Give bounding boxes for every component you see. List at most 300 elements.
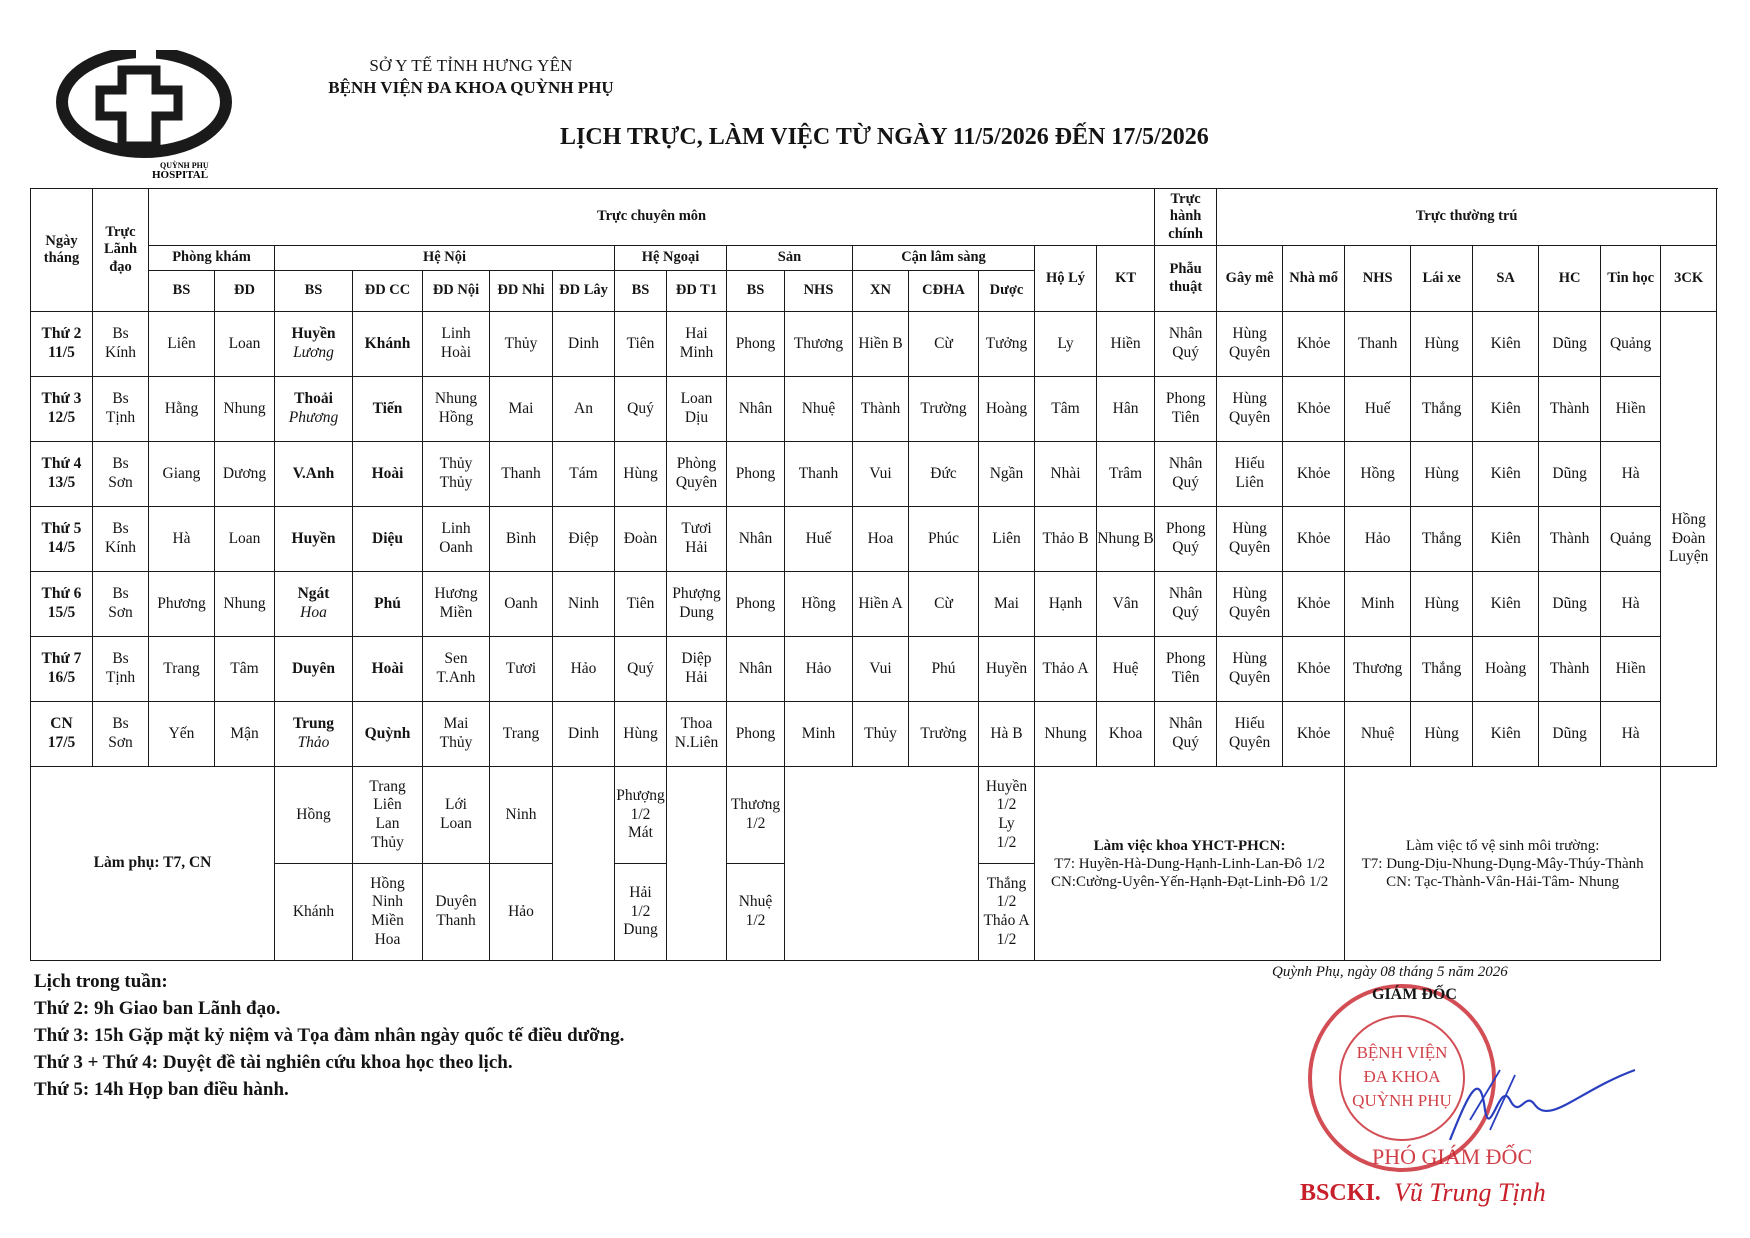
cell-line: Làm việc tổ vệ sinh môi trường: xyxy=(1405,837,1600,854)
duty-cell: Thanh xyxy=(1345,312,1411,377)
ngoai-t1-cell xyxy=(667,507,727,572)
duty-cell: Hồng xyxy=(785,572,853,637)
sub-col: Dược xyxy=(979,271,1035,312)
cell-line: Phong xyxy=(1165,390,1206,408)
cell-line: 1/2 xyxy=(996,893,1017,911)
sign-name-prefix: BSCKI. xyxy=(1300,1180,1381,1206)
duty-cell: Hà B xyxy=(979,702,1035,767)
cell-line: Phượng xyxy=(616,787,665,805)
cell-line: 1/2 xyxy=(996,833,1017,851)
cell-line: 1/2 xyxy=(996,930,1017,948)
cell-line: 1/2 xyxy=(630,805,651,823)
stamp-line-2: ĐA KHOA xyxy=(1363,1067,1441,1086)
clinic-dd-cell: Loan xyxy=(215,507,275,572)
duty-cell: Khỏe xyxy=(1283,637,1345,702)
cell-line: Quyên xyxy=(1228,734,1271,751)
cell-line: Liên xyxy=(1235,474,1264,491)
table-row xyxy=(31,507,1717,572)
cell-line: Tịnh xyxy=(105,409,136,426)
duty-cell: Thương xyxy=(785,312,853,377)
noi-dd-cell xyxy=(423,377,490,442)
duty-cell: Nhuệ xyxy=(1345,702,1411,767)
noi-cc-cell: Quỳnh xyxy=(353,702,423,767)
leader-cell xyxy=(93,572,149,637)
cell-line: 1/2 xyxy=(745,815,766,832)
gay-me-cell xyxy=(1217,572,1283,637)
ngoai-t1-cell xyxy=(667,572,727,637)
noi-cc-cell: Hoài xyxy=(353,442,423,507)
cell-line: 13/5 xyxy=(47,474,76,491)
noi-cc-cell: Hoài xyxy=(353,637,423,702)
duty-cell: Hùng xyxy=(1411,312,1473,377)
cell-line: Linh xyxy=(441,325,471,343)
cell-line: Quý xyxy=(1172,539,1199,556)
day-cell xyxy=(31,637,93,702)
nhi-cell: Thủy xyxy=(490,312,553,377)
cell-line: Quyên xyxy=(1228,539,1271,556)
duty-cell: Hoàng xyxy=(979,377,1035,442)
extra-lay: Ninh xyxy=(490,767,553,864)
leader-cell xyxy=(93,702,149,767)
sub-col: ĐD T1 xyxy=(667,271,727,312)
cell-line: Duyên xyxy=(435,893,477,911)
cell-line: 1/2 xyxy=(630,902,651,920)
vs-note xyxy=(1345,767,1661,961)
duty-cell: Hùng xyxy=(1411,442,1473,507)
cell-line: Thứ 4 xyxy=(41,455,82,473)
lay-cell: An xyxy=(553,377,615,442)
noi-dd-cell xyxy=(423,702,490,767)
cell-line: 17/5 xyxy=(47,734,76,751)
noi-cc-cell: Phú xyxy=(353,572,423,637)
nhi-cell: Mai xyxy=(490,377,553,442)
duty-cell: Hoàng xyxy=(1473,637,1539,702)
nhi-cell: Trang xyxy=(490,702,553,767)
cell-line: Dịu xyxy=(684,409,709,426)
noi-bs-cell xyxy=(275,377,353,442)
duty-cell: Thắng xyxy=(1411,377,1473,442)
weekly-title: Lịch trong tuần: xyxy=(34,971,168,992)
duty-cell: Tưởng xyxy=(979,312,1035,377)
extra-noi xyxy=(353,864,423,961)
cell-line: Bs xyxy=(112,455,129,473)
cell-line: Mát xyxy=(628,824,653,842)
ngoai-bs-cell: Tiên xyxy=(615,312,667,377)
cell-line: Duyên xyxy=(291,659,336,677)
day-cell xyxy=(31,507,93,572)
duty-cell: Thanh xyxy=(785,442,853,507)
duty-cell: Trường xyxy=(909,377,979,442)
clinic-bs-cell: Trang xyxy=(149,637,215,702)
cell-line: Hoa xyxy=(374,930,401,948)
duty-cell: Trâm xyxy=(1097,442,1155,507)
duty-cell: Hà xyxy=(1601,442,1661,507)
duty-cell: Vui xyxy=(853,442,909,507)
cell-line: Oanh xyxy=(439,539,473,556)
duty-schedule-table xyxy=(30,188,1717,961)
cell-line: Thảo xyxy=(297,734,330,751)
table-row xyxy=(31,572,1717,637)
duty-cell: Thắng xyxy=(1411,637,1473,702)
extra-lay: Hảo xyxy=(490,864,553,961)
col-gay-me: Gây mê xyxy=(1217,246,1283,312)
group-he-noi: Hệ Nội xyxy=(275,246,615,271)
nhi-cell: Thanh xyxy=(490,442,553,507)
hospital-logo xyxy=(52,50,252,180)
cell-line: 12/5 xyxy=(47,409,76,426)
col-nhs: NHS xyxy=(1345,246,1411,312)
extra-nhs xyxy=(727,864,785,961)
duty-cell: Hoa xyxy=(853,507,909,572)
cell-line: Hai xyxy=(685,325,708,343)
cell-line: Trang xyxy=(369,777,406,795)
clinic-bs-cell: Hằng xyxy=(149,377,215,442)
ngoai-bs-cell: Quý xyxy=(615,637,667,702)
sign-date: Quỳnh Phụ, ngày 08 tháng 5 năm 2026 xyxy=(1272,964,1508,980)
extra-holy xyxy=(979,864,1035,961)
org-dept: SỞ Y TẾ TỈNH HƯNG YÊN xyxy=(369,56,573,75)
cell-line: Đoàn xyxy=(1671,529,1706,547)
weekly-item: Thứ 2: 9h Giao ban Lãnh đạo. xyxy=(34,998,281,1019)
col-lanh-dao: Trực Lãnh đạo xyxy=(93,189,149,312)
nhi-cell: Oanh xyxy=(490,572,553,637)
duty-cell: Thảo B xyxy=(1035,507,1097,572)
duty-cell: Hồng xyxy=(1345,442,1411,507)
group-phong-kham: Phòng khám xyxy=(149,246,275,271)
cell-line: CN: Tạc-Thành-Vân-Hải-Tâm- Nhung xyxy=(1386,873,1620,890)
ngoai-t1-cell xyxy=(667,312,727,377)
clinic-bs-cell: Hà xyxy=(149,507,215,572)
duty-cell: Nhuệ xyxy=(785,377,853,442)
duty-cell: Hùng xyxy=(1411,702,1473,767)
cell-line: 1/2 xyxy=(996,796,1017,814)
duty-cell: Kiên xyxy=(1473,702,1539,767)
cell-line: Phượng xyxy=(672,585,721,603)
cell-line: Minh xyxy=(679,344,714,361)
cell-line: Quyên xyxy=(1228,344,1271,361)
duty-cell: Huế xyxy=(785,507,853,572)
noi-bs-cell xyxy=(275,507,353,572)
ngoai-t1-cell xyxy=(667,377,727,442)
col-sa: SA xyxy=(1473,246,1539,312)
duty-cell: Quảng xyxy=(1601,312,1661,377)
cell-line: Tươi xyxy=(681,520,712,538)
ck3-cell xyxy=(1661,312,1717,767)
duty-cell: Minh xyxy=(785,702,853,767)
day-cell xyxy=(31,312,93,377)
duty-cell: Khỏe xyxy=(1283,702,1345,767)
phau-thuat-cell xyxy=(1155,312,1217,377)
cell-line: 15/5 xyxy=(47,604,76,621)
cell-line: Hùng xyxy=(1232,520,1267,538)
logo-text-1: QUỲNH PHỤ xyxy=(160,161,209,170)
duty-cell: Hà xyxy=(1601,572,1661,637)
duty-cell: Nhân xyxy=(727,377,785,442)
duty-cell: Thương xyxy=(1345,637,1411,702)
duty-cell: Hảo xyxy=(785,637,853,702)
extra-cc: Khánh xyxy=(275,864,353,961)
sub-col: BS xyxy=(149,271,215,312)
duty-cell: Huệ xyxy=(1097,637,1155,702)
cell-line: 11/5 xyxy=(48,344,75,361)
cell-line: 14/5 xyxy=(47,539,76,556)
cell-line: 1/2 xyxy=(745,912,766,929)
duty-cell: Nhài xyxy=(1035,442,1097,507)
duty-cell: Khỏe xyxy=(1283,507,1345,572)
duty-cell: Hiền A xyxy=(853,572,909,637)
col-hanh-chinh: Trực hành chính xyxy=(1155,189,1217,246)
noi-bs-cell xyxy=(275,702,353,767)
cell-line: Hùng xyxy=(1232,325,1267,343)
ngoai-bs-cell: Đoàn xyxy=(615,507,667,572)
clinic-dd-cell: Mận xyxy=(215,702,275,767)
duty-cell: Ngần xyxy=(979,442,1035,507)
cell-line: Ly xyxy=(998,815,1015,832)
noi-bs-cell xyxy=(275,312,353,377)
col-thuong-tru: Trực thường trú xyxy=(1217,189,1717,246)
duty-cell: Thảo A xyxy=(1035,637,1097,702)
cell-line: Lan xyxy=(375,815,400,832)
lay-cell: Tám xyxy=(553,442,615,507)
day-cell xyxy=(31,442,93,507)
sub-col: ĐD CC xyxy=(353,271,423,312)
col-chuyen-mon: Trực chuyên môn xyxy=(149,189,1155,246)
cell-line: Nhung xyxy=(434,390,478,408)
duty-cell: Ly xyxy=(1035,312,1097,377)
clinic-dd-cell: Nhung xyxy=(215,377,275,442)
cell-line: Hoa xyxy=(300,604,327,621)
sub-col: ĐD xyxy=(215,271,275,312)
duty-cell: Kiên xyxy=(1473,507,1539,572)
leader-cell xyxy=(93,507,149,572)
cell-line: Linh xyxy=(441,520,471,538)
day-cell xyxy=(31,377,93,442)
cell-line: Liên xyxy=(373,796,402,814)
duty-cell: Phong xyxy=(727,702,785,767)
cell-line: Quý xyxy=(1172,734,1199,751)
clinic-bs-cell: Phương xyxy=(149,572,215,637)
extra-empty xyxy=(667,767,727,961)
duty-cell: Hiền xyxy=(1601,377,1661,442)
clinic-dd-cell: Nhung xyxy=(215,572,275,637)
duty-cell: Thành xyxy=(1539,377,1601,442)
day-cell xyxy=(31,702,93,767)
cell-line: Thủy xyxy=(439,734,473,751)
duty-cell: Đức xyxy=(909,442,979,507)
cell-line: Thoa xyxy=(680,715,713,733)
cell-line: Phong xyxy=(1165,650,1206,668)
cell-line: Thắng xyxy=(986,874,1027,892)
lay-cell: Hảo xyxy=(553,637,615,702)
gay-me-cell xyxy=(1217,377,1283,442)
extra-t1 xyxy=(615,767,667,864)
stamp-line-1: BỆNH VIỆN xyxy=(1356,1043,1448,1062)
duty-cell: Hiền xyxy=(1097,312,1155,377)
cell-line: Quyên xyxy=(1228,604,1271,621)
cell-line: Dung xyxy=(679,604,714,621)
ngoai-t1-cell xyxy=(667,442,727,507)
duty-cell: Vui xyxy=(853,637,909,702)
duty-cell: Phong xyxy=(727,312,785,377)
cell-line: Hải xyxy=(685,669,708,686)
cell-line: Bs xyxy=(112,650,129,668)
noi-bs-cell xyxy=(275,442,353,507)
sub-col: ĐD Nội xyxy=(423,271,490,312)
col-tin-hoc: Tin học xyxy=(1601,246,1661,312)
cell-line: Dung xyxy=(623,921,658,939)
duty-cell: Cừ xyxy=(909,312,979,377)
duty-cell: Khỏe xyxy=(1283,312,1345,377)
duty-cell: Phúc xyxy=(909,507,979,572)
col-phau-thuat: Phẫu thuật xyxy=(1155,246,1217,312)
noi-cc-cell: Khánh xyxy=(353,312,423,377)
cell-line: Thảo A xyxy=(983,912,1030,929)
duty-cell: Dũng xyxy=(1539,312,1601,377)
ngoai-t1-cell xyxy=(667,637,727,702)
lay-cell: Dinh xyxy=(553,312,615,377)
duty-cell: Liên xyxy=(979,507,1035,572)
cell-line: T7: Dung-Dịu-Nhung-Dụng-Mây-Thúy-Thành xyxy=(1361,855,1644,872)
weekly-item: Thứ 5: 14h Họp ban điều hành. xyxy=(34,1079,289,1100)
phau-thuat-cell xyxy=(1155,507,1217,572)
cell-line: Bs xyxy=(112,390,129,408)
phau-thuat-cell xyxy=(1155,442,1217,507)
cell-line: Thứ 7 xyxy=(41,650,82,668)
duty-cell: Thành xyxy=(1539,637,1601,702)
cell-line: Nhân xyxy=(1168,585,1203,603)
leader-cell xyxy=(93,312,149,377)
cell-line: Huyền xyxy=(291,529,336,547)
extra-row-t7 xyxy=(31,767,1717,864)
duty-cell: Quảng xyxy=(1601,507,1661,572)
cell-line: Kính xyxy=(105,344,136,361)
extra-label: Làm phụ: T7, CN xyxy=(31,767,275,961)
lay-cell: Ninh xyxy=(553,572,615,637)
duty-cell: Dũng xyxy=(1539,572,1601,637)
cell-line: Nhân xyxy=(1168,325,1203,343)
cell-line: Tịnh xyxy=(105,669,136,686)
sub-col: NHS xyxy=(785,271,853,312)
duty-cell: Thành xyxy=(853,377,909,442)
lay-cell: Dinh xyxy=(553,702,615,767)
cell-line: Nhân xyxy=(1168,455,1203,473)
cell-line: Hoài xyxy=(440,344,472,361)
cell-line: T7: Huyền-Hà-Dung-Hạnh-Linh-Lan-Đô 1/2 xyxy=(1054,855,1325,872)
duty-cell: Cừ xyxy=(909,572,979,637)
duty-cell: Dũng xyxy=(1539,702,1601,767)
col-nha-mo: Nhà mổ xyxy=(1283,246,1345,312)
table-row xyxy=(31,312,1717,377)
clinic-dd-cell: Loan xyxy=(215,312,275,377)
cell-line: Hải xyxy=(629,884,652,902)
noi-dd-cell xyxy=(423,507,490,572)
duty-cell: Kiên xyxy=(1473,312,1539,377)
cell-line: Quyên xyxy=(675,474,718,491)
cell-line: Thủy xyxy=(439,474,473,491)
sub-col: BS xyxy=(275,271,353,312)
cell-line: Hùng xyxy=(1232,390,1267,408)
cell-line: Hồng xyxy=(438,409,474,426)
duty-cell: Kiên xyxy=(1473,442,1539,507)
cell-line: Sen xyxy=(444,650,468,668)
duty-cell: Nhân xyxy=(727,507,785,572)
cell-line: Sơn xyxy=(108,474,133,491)
leader-cell xyxy=(93,637,149,702)
duty-cell: Hạnh xyxy=(1035,572,1097,637)
cell-line: Sơn xyxy=(108,604,133,621)
noi-dd-cell xyxy=(423,572,490,637)
clinic-bs-cell: Liên xyxy=(149,312,215,377)
weekly-schedule xyxy=(34,968,624,1103)
sub-col: BS xyxy=(615,271,667,312)
clinic-bs-cell: Giang xyxy=(149,442,215,507)
extra-cc: Hồng xyxy=(275,767,353,864)
noi-dd-cell xyxy=(423,442,490,507)
duty-cell: Huyền xyxy=(979,637,1035,702)
ngoai-t1-cell xyxy=(667,702,727,767)
duty-cell: Thủy xyxy=(853,702,909,767)
gay-me-cell xyxy=(1217,312,1283,377)
cell-line: Hiếu xyxy=(1234,455,1265,473)
duty-cell: Phú xyxy=(909,637,979,702)
cell-line: 16/5 xyxy=(47,669,76,686)
group-can-lam-sang: Cận lâm sàng xyxy=(853,246,1035,271)
nhi-cell: Tươi xyxy=(490,637,553,702)
weekly-item: Thứ 3: 15h Gặp mặt kỷ niệm và Tọa đàm nhân ngày quốc tế điều dưỡng. xyxy=(34,1025,625,1046)
duty-cell: Khoa xyxy=(1097,702,1155,767)
table-row xyxy=(31,377,1717,442)
duty-cell: Hùng xyxy=(1411,572,1473,637)
cell-line: Thứ 5 xyxy=(41,520,82,538)
phau-thuat-cell xyxy=(1155,377,1217,442)
gay-me-cell xyxy=(1217,507,1283,572)
phau-thuat-cell xyxy=(1155,702,1217,767)
cell-line: Diệp xyxy=(681,650,712,668)
ngoai-bs-cell: Hùng xyxy=(615,702,667,767)
cell-line: Hương xyxy=(434,585,478,603)
cell-line: Hải xyxy=(685,539,708,556)
cell-line: Kính xyxy=(105,539,136,556)
cell-line: Loan xyxy=(680,390,713,408)
day-cell xyxy=(31,572,93,637)
cell-line: Làm việc khoa YHCT-PHCN: xyxy=(1093,837,1286,854)
duty-cell: Khỏe xyxy=(1283,442,1345,507)
ngoai-bs-cell: Tiên xyxy=(615,572,667,637)
cell-line: Hồng xyxy=(370,874,405,892)
org-hospital: BỆNH VIỆN ĐA KHOA QUỲNH PHỤ xyxy=(328,78,614,97)
cell-line: Phong xyxy=(1165,520,1206,538)
cell-line: Quý xyxy=(1172,344,1199,361)
duty-cell: Huế xyxy=(1345,377,1411,442)
cell-line: Miền xyxy=(439,604,473,621)
cell-line: Ngát xyxy=(297,585,330,603)
duty-cell: Phong xyxy=(727,572,785,637)
sub-col: ĐD Nhi xyxy=(490,271,553,312)
gay-me-cell xyxy=(1217,442,1283,507)
gay-me-cell xyxy=(1217,637,1283,702)
duty-cell: Nhân xyxy=(727,637,785,702)
duty-cell: Dũng xyxy=(1539,442,1601,507)
extra-nhs xyxy=(727,767,785,864)
duty-cell: Hảo xyxy=(1345,507,1411,572)
cell-line: Thanh xyxy=(436,912,476,929)
cell-line: Huyền xyxy=(985,777,1028,795)
ngoai-bs-cell: Hùng xyxy=(615,442,667,507)
col-3ck: 3CK xyxy=(1661,246,1717,312)
col-hc: HC xyxy=(1539,246,1601,312)
cell-line: Sơn xyxy=(108,734,133,751)
group-he-ngoai: Hệ Ngoại xyxy=(615,246,727,271)
